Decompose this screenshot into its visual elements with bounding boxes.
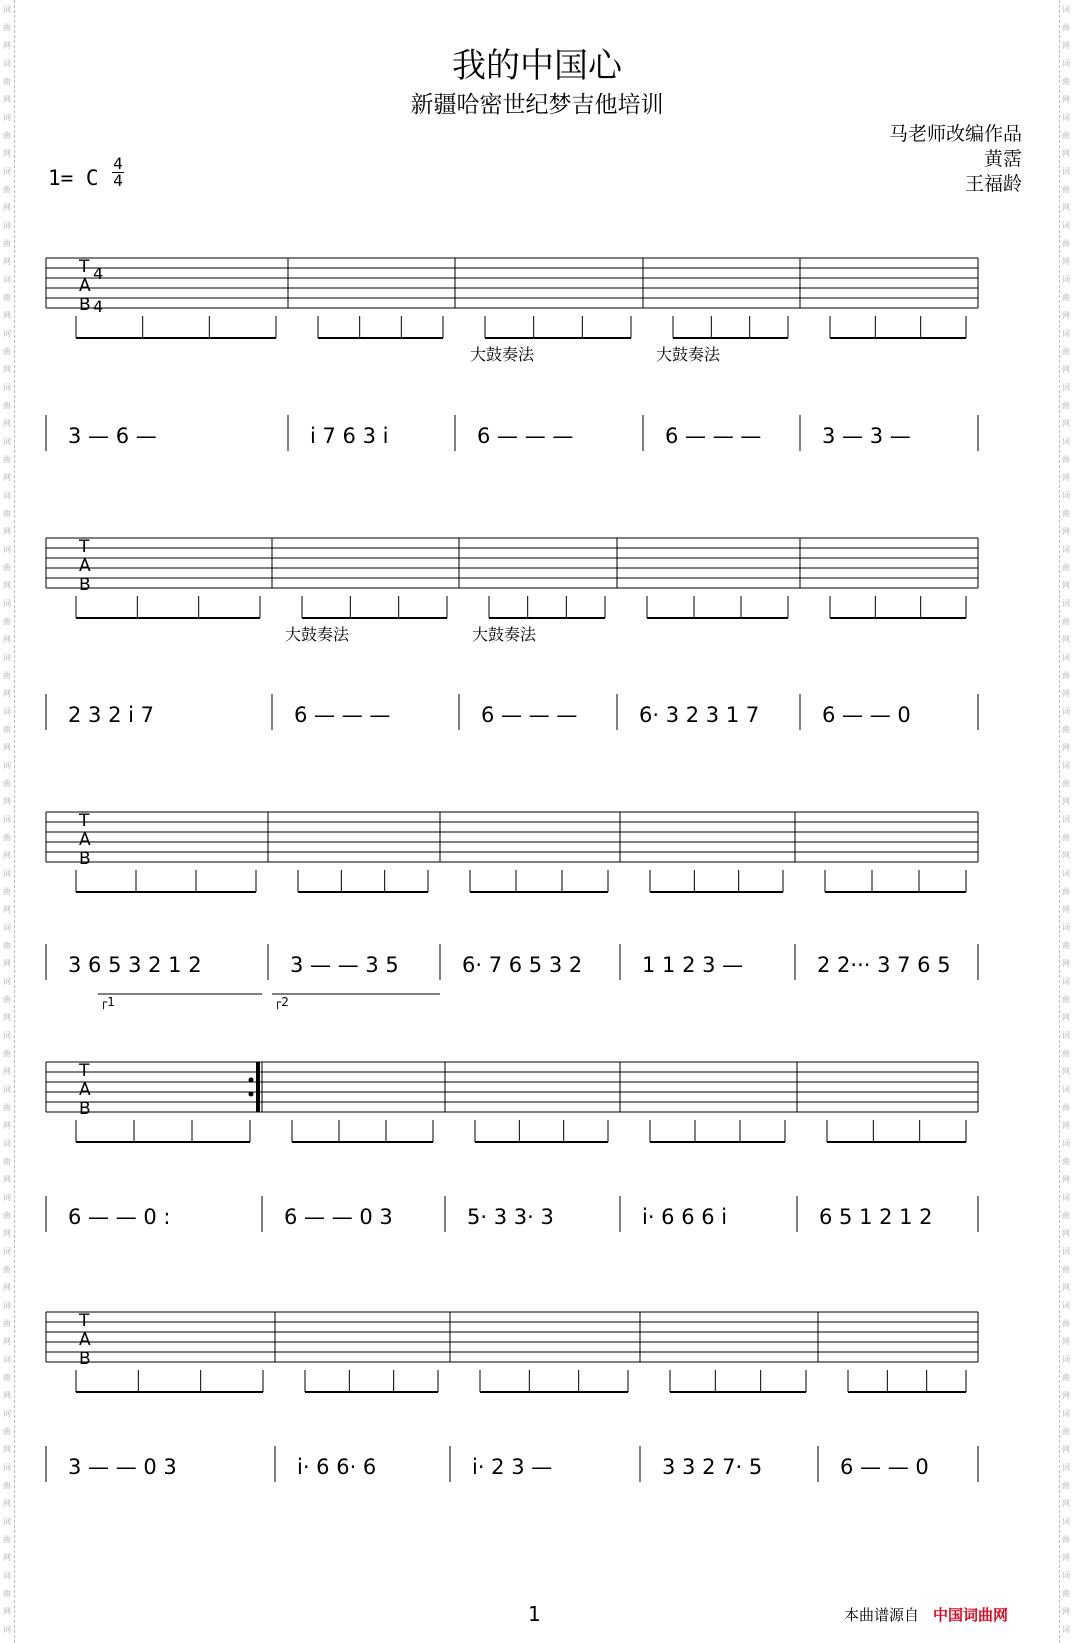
watermark-glyph: 网 — [3, 1229, 11, 1238]
song-subtitle: 新疆哈密世纪梦吉他培训 — [410, 92, 664, 118]
watermark-glyph: 网 — [1062, 41, 1070, 50]
watermark-glyph: 曲 — [3, 887, 11, 896]
watermark-glyph: 词 — [3, 1139, 11, 1148]
watermark-glyph: 曲 — [1062, 293, 1070, 302]
watermark-glyph: 词 — [1062, 1139, 1070, 1148]
ending-label-2: ┌2 — [274, 995, 289, 1009]
tab-clef-letter: T — [79, 257, 90, 277]
watermark-glyph: 网 — [3, 257, 11, 266]
watermark-glyph: 词 — [3, 707, 11, 716]
watermark-glyph: 词 — [1062, 1517, 1070, 1526]
watermark-glyph: 网 — [1062, 419, 1070, 428]
source-label: 本曲谱源自 — [844, 1606, 920, 1624]
watermark-glyph: 词 — [1062, 1247, 1070, 1256]
watermark-glyph: 曲 — [1062, 1265, 1070, 1274]
tab-clef-letter: B — [79, 575, 91, 595]
jianpu-measure: 6 — — 0 — [822, 703, 911, 727]
watermark-glyph: 曲 — [1062, 1373, 1070, 1382]
watermark-glyph: 网 — [1062, 473, 1070, 482]
watermark-glyph: 网 — [3, 1391, 11, 1400]
watermark-glyph: 网 — [3, 743, 11, 752]
watermark-glyph: 词 — [3, 59, 11, 68]
watermark-glyph: 网 — [3, 95, 11, 104]
watermark-glyph: 词 — [1062, 59, 1070, 68]
watermark-glyph: 网 — [3, 635, 11, 644]
watermark-glyph: 网 — [1062, 1391, 1070, 1400]
tab-time-bottom: 4 — [93, 297, 104, 316]
watermark-glyph: 网 — [1062, 959, 1070, 968]
watermark-glyph: 曲 — [3, 185, 11, 194]
tab-clef-letter: A — [79, 1080, 91, 1100]
watermark-glyph: 网 — [1062, 527, 1070, 536]
watermark-glyph: 曲 — [1062, 671, 1070, 680]
watermark-glyph: 网 — [3, 1607, 11, 1616]
watermark-glyph: 曲 — [1062, 509, 1070, 518]
watermark-glyph: 网 — [3, 1337, 11, 1346]
watermark-glyph: 词 — [3, 329, 11, 338]
watermark-glyph: 网 — [1062, 149, 1070, 158]
watermark-glyph: 曲 — [3, 779, 11, 788]
watermark-glyph: 网 — [3, 689, 11, 698]
watermark-glyph: 曲 — [1062, 77, 1070, 86]
watermark-glyph: 词 — [1062, 707, 1070, 716]
tab-clef-letter: B — [79, 295, 91, 315]
watermark-glyph: 词 — [3, 815, 11, 824]
watermark-glyph: 曲 — [1062, 779, 1070, 788]
watermark-glyph: 网 — [1062, 1013, 1070, 1022]
jianpu-measure: 6 — — — — [665, 424, 762, 448]
watermark-glyph: 网 — [1062, 95, 1070, 104]
jianpu-measure: 6 — — — — [481, 703, 578, 727]
watermark-glyph: 曲 — [3, 563, 11, 572]
watermark-glyph: 词 — [1062, 545, 1070, 554]
watermark-glyph: 曲 — [3, 77, 11, 86]
ending-label-1: ┌1 — [100, 995, 115, 1009]
watermark-glyph: 曲 — [3, 1319, 11, 1328]
watermark-glyph: 曲 — [1062, 563, 1070, 572]
watermark-glyph: 曲 — [1062, 1103, 1070, 1112]
watermark-glyph: 曲 — [3, 1481, 11, 1490]
watermark-glyph: 网 — [1062, 797, 1070, 806]
watermark-glyph: 网 — [3, 1175, 11, 1184]
watermark-glyph: 词 — [1062, 815, 1070, 824]
time-signature-bottom: 4 — [113, 171, 123, 190]
watermark-glyph: 词 — [3, 5, 11, 14]
watermark-glyph: 网 — [3, 365, 11, 374]
jianpu-measure: 6· 7 6 5 3 2 — [462, 953, 583, 977]
jianpu-measure: 6· 3 2 3 1 7 — [639, 703, 760, 727]
watermark-glyph: 词 — [1062, 977, 1070, 986]
watermark-glyph: 词 — [3, 491, 11, 500]
watermark-glyph: 曲 — [1062, 1535, 1070, 1544]
watermark-glyph: 曲 — [1062, 1481, 1070, 1490]
watermark-glyph: 词 — [3, 113, 11, 122]
watermark-glyph: 曲 — [3, 1589, 11, 1598]
jianpu-measure: 3 — — 0 3 — [68, 1455, 177, 1479]
watermark-glyph: 曲 — [3, 671, 11, 680]
watermark-glyph: 词 — [3, 1247, 11, 1256]
watermark-glyph: 曲 — [3, 725, 11, 734]
watermark-glyph: 网 — [3, 1013, 11, 1022]
watermark-glyph: 网 — [3, 1553, 11, 1562]
tab-clef-letter: A — [79, 276, 91, 296]
watermark-glyph: 曲 — [1062, 1157, 1070, 1166]
page-number: 1 — [528, 1602, 541, 1626]
jianpu-measure: 2 3 2 i 7 — [68, 703, 154, 727]
key-signature: 1= C — [48, 166, 99, 190]
watermark-glyph: 词 — [1062, 437, 1070, 446]
watermark-glyph: 曲 — [1062, 455, 1070, 464]
watermark-glyph: 词 — [3, 1409, 11, 1418]
jianpu-measure: 2 2··· 3 7 6 5 — [817, 953, 951, 977]
watermark-glyph: 词 — [1062, 113, 1070, 122]
watermark-glyph: 曲 — [1062, 887, 1070, 896]
watermark-glyph: 曲 — [1062, 401, 1070, 410]
watermark-glyph: 词 — [3, 221, 11, 230]
jianpu-measure: i· 6 6 6 i — [642, 1205, 728, 1229]
watermark-glyph: 网 — [1062, 635, 1070, 644]
watermark-glyph: 网 — [3, 1445, 11, 1454]
jianpu-measure: 6 — — 0 : — [68, 1205, 171, 1229]
watermark-glyph: 曲 — [3, 1157, 11, 1166]
jianpu-measure: 6 — — 0 — [840, 1455, 929, 1479]
time-signature-top: 4 — [113, 154, 123, 173]
jianpu-measure: i· 2 3 — — [472, 1455, 553, 1479]
technique-label: 大鼓奏法 — [472, 625, 537, 644]
watermark-glyph: 曲 — [1062, 23, 1070, 32]
watermark-glyph: 网 — [3, 203, 11, 212]
watermark-glyph: 词 — [3, 1625, 11, 1634]
jianpu-measure: 3 3 2 7· 5 — [662, 1455, 763, 1479]
watermark-glyph: 词 — [1062, 1355, 1070, 1364]
song-title: 我的中国心 — [452, 46, 622, 86]
watermark-glyph: 词 — [3, 761, 11, 770]
watermark-glyph: 曲 — [3, 239, 11, 248]
watermark-glyph: 网 — [1062, 1607, 1070, 1616]
watermark-glyph: 网 — [1062, 203, 1070, 212]
watermark-glyph: 网 — [1062, 581, 1070, 590]
jianpu-measure: 3 — 3 — — [822, 424, 911, 448]
watermark-glyph: 词 — [1062, 1193, 1070, 1202]
watermark-glyph: 曲 — [1062, 1589, 1070, 1598]
watermark-glyph: 曲 — [1062, 239, 1070, 248]
watermark-glyph: 曲 — [1062, 1319, 1070, 1328]
watermark-glyph: 网 — [1062, 1283, 1070, 1292]
watermark-glyph: 网 — [1062, 1229, 1070, 1238]
watermark-glyph: 词 — [1062, 221, 1070, 230]
watermark-glyph: 网 — [3, 1499, 11, 1508]
watermark-glyph: 网 — [3, 149, 11, 158]
watermark-glyph: 词 — [1062, 5, 1070, 14]
technique-label: 大鼓奏法 — [285, 625, 350, 644]
watermark-glyph: 词 — [1062, 383, 1070, 392]
jianpu-measure: 5· 3 3· 3 — [467, 1205, 554, 1229]
watermark-glyph: 词 — [3, 545, 11, 554]
tab-clef-letter: A — [79, 556, 91, 576]
jianpu-measure: 6 5 1 2 1 2 — [819, 1205, 933, 1229]
watermark-glyph: 曲 — [1062, 941, 1070, 950]
watermark-glyph: 词 — [3, 923, 11, 932]
watermark-glyph: 曲 — [1062, 995, 1070, 1004]
tab-clef-letter: B — [79, 849, 91, 869]
watermark-glyph: 词 — [3, 869, 11, 878]
watermark-glyph: 词 — [1062, 1571, 1070, 1580]
watermark-glyph: 曲 — [3, 509, 11, 518]
composer-credit: 王福龄 — [964, 173, 1022, 195]
watermark-glyph: 词 — [3, 1571, 11, 1580]
tab-clef-letter: B — [79, 1349, 91, 1369]
watermark-glyph: 曲 — [3, 1427, 11, 1436]
watermark-glyph: 词 — [3, 1193, 11, 1202]
watermark-glyph: 曲 — [1062, 347, 1070, 356]
watermark-glyph: 词 — [3, 167, 11, 176]
tab-clef-letter: B — [79, 1099, 91, 1119]
tab-clef-letter: T — [79, 1311, 90, 1331]
watermark-glyph: 曲 — [1062, 1211, 1070, 1220]
watermark-glyph: 词 — [1062, 1409, 1070, 1418]
watermark-glyph: 曲 — [3, 1265, 11, 1274]
watermark-glyph: 词 — [3, 1085, 11, 1094]
watermark-glyph: 曲 — [3, 1373, 11, 1382]
watermark-glyph: 网 — [1062, 311, 1070, 320]
watermark-glyph: 网 — [1062, 1121, 1070, 1130]
watermark-glyph: 网 — [1062, 1067, 1070, 1076]
watermark-glyph: 曲 — [1062, 131, 1070, 140]
technique-label: 大鼓奏法 — [470, 345, 535, 364]
source-credit — [844, 1604, 1008, 1625]
watermark-glyph: 曲 — [3, 1535, 11, 1544]
watermark-glyph: 词 — [1062, 653, 1070, 662]
tab-clef-letter: T — [79, 1061, 90, 1081]
watermark-glyph: 曲 — [3, 293, 11, 302]
technique-label: 大鼓奏法 — [656, 345, 721, 364]
watermark-glyph: 网 — [1062, 257, 1070, 266]
watermark-glyph: 曲 — [3, 833, 11, 842]
tab-clef-letter: A — [79, 1330, 91, 1350]
watermark-glyph: 曲 — [3, 1103, 11, 1112]
tab-clef-letter: T — [79, 811, 90, 831]
jianpu-measure: i· 6 6· 6 — [297, 1455, 377, 1479]
watermark-glyph: 词 — [3, 275, 11, 284]
watermark-glyph: 词 — [1062, 491, 1070, 500]
watermark-glyph: 词 — [3, 1463, 11, 1472]
watermark-glyph: 词 — [3, 1031, 11, 1040]
watermark-glyph: 曲 — [3, 347, 11, 356]
watermark-glyph: 网 — [1062, 1337, 1070, 1346]
tab-clef-letter: A — [79, 830, 91, 850]
watermark-glyph: 曲 — [3, 1211, 11, 1220]
watermark-glyph: 网 — [3, 473, 11, 482]
watermark-glyph: 网 — [3, 527, 11, 536]
watermark-glyph: 词 — [1062, 1085, 1070, 1094]
watermark-glyph: 网 — [1062, 365, 1070, 374]
jianpu-measure: 3 — 6 — — [68, 424, 157, 448]
repeat-dot — [249, 1078, 254, 1083]
watermark-glyph: 曲 — [3, 401, 11, 410]
watermark-glyph: 词 — [1062, 1031, 1070, 1040]
jianpu-measure: 6 — — — — [477, 424, 574, 448]
jianpu-measure: i 7 6 3 i — [310, 424, 389, 448]
jianpu-measure: 6 — — 0 3 — [284, 1205, 393, 1229]
watermark-glyph: 词 — [1062, 869, 1070, 878]
watermark-glyph: 曲 — [1062, 725, 1070, 734]
jianpu-measure: 6 — — — — [294, 703, 391, 727]
tab-time-top: 4 — [93, 264, 104, 283]
watermark-glyph: 词 — [3, 977, 11, 986]
watermark-glyph: 曲 — [3, 455, 11, 464]
jianpu-measure: 3 — — 3 5 — [290, 953, 399, 977]
watermark-glyph: 词 — [3, 1355, 11, 1364]
watermark-glyph: 网 — [3, 959, 11, 968]
watermark-glyph: 曲 — [1062, 1427, 1070, 1436]
watermark-glyph: 曲 — [1062, 1049, 1070, 1058]
watermark-glyph: 曲 — [3, 995, 11, 1004]
arranger-credit: 马老师改编作品 — [888, 123, 1022, 145]
watermark-glyph: 网 — [3, 581, 11, 590]
watermark-glyph: 网 — [3, 797, 11, 806]
watermark-glyph: 词 — [1062, 167, 1070, 176]
watermark-glyph: 曲 — [3, 617, 11, 626]
jianpu-measure: 1 1 2 3 — — [642, 953, 744, 977]
watermark-glyph: 曲 — [1062, 833, 1070, 842]
watermark-glyph: 网 — [1062, 1553, 1070, 1562]
watermark-glyph: 词 — [3, 599, 11, 608]
watermark-glyph: 网 — [1062, 1499, 1070, 1508]
watermark-glyph: 网 — [3, 1121, 11, 1130]
watermark-glyph: 曲 — [1062, 185, 1070, 194]
watermark-glyph: 词 — [3, 383, 11, 392]
watermark-glyph: 词 — [1062, 329, 1070, 338]
watermark-glyph: 曲 — [3, 941, 11, 950]
watermark-glyph: 网 — [3, 905, 11, 914]
watermark-glyph: 词 — [3, 1301, 11, 1310]
repeat-dot — [249, 1092, 254, 1097]
watermark-glyph: 词 — [1062, 599, 1070, 608]
lyricist-credit: 黄霑 — [983, 148, 1022, 170]
watermark-glyph: 网 — [3, 311, 11, 320]
watermark-glyph: 词 — [3, 437, 11, 446]
watermark-glyph: 网 — [3, 419, 11, 428]
watermark-glyph: 网 — [1062, 1175, 1070, 1184]
watermark-glyph: 网 — [1062, 689, 1070, 698]
watermark-glyph: 网 — [1062, 743, 1070, 752]
watermark-glyph: 词 — [1062, 761, 1070, 770]
watermark-glyph: 词 — [1062, 1625, 1070, 1634]
watermark-glyph: 词 — [1062, 1463, 1070, 1472]
watermark-glyph: 词 — [3, 1517, 11, 1526]
watermark-glyph: 网 — [3, 851, 11, 860]
watermark-glyph: 曲 — [3, 23, 11, 32]
watermark-glyph: 网 — [1062, 905, 1070, 914]
source-site-link[interactable]: 中国词曲网 — [933, 1606, 1009, 1624]
watermark-glyph: 词 — [1062, 275, 1070, 284]
watermark-glyph: 网 — [3, 1067, 11, 1076]
watermark-glyph: 曲 — [3, 1049, 11, 1058]
watermark-glyph: 网 — [1062, 1445, 1070, 1454]
watermark-glyph: 词 — [3, 653, 11, 662]
watermark-glyph: 网 — [1062, 851, 1070, 860]
jianpu-measure: 3 6 5 3 2 1 2 — [68, 953, 202, 977]
watermark-glyph: 曲 — [1062, 617, 1070, 626]
watermark-glyph: 网 — [3, 1283, 11, 1292]
watermark-glyph: 曲 — [3, 131, 11, 140]
tab-clef-letter: T — [79, 537, 90, 557]
watermark-glyph: 网 — [3, 41, 11, 50]
watermark-glyph: 词 — [1062, 1301, 1070, 1310]
watermark-glyph: 词 — [1062, 923, 1070, 932]
